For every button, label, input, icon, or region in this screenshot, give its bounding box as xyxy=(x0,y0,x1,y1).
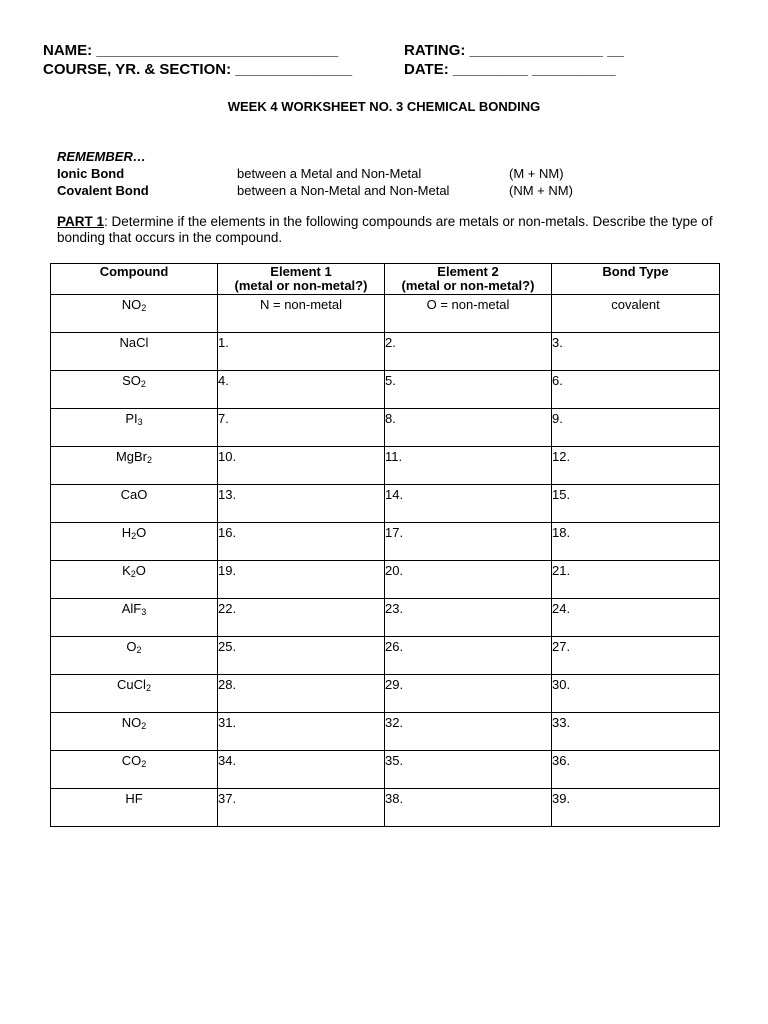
ionic-bond-description: between a Metal and Non-Metal xyxy=(237,166,422,181)
element2-answer-cell[interactable]: 29. xyxy=(385,675,552,713)
part1-label: PART 1 xyxy=(57,214,105,229)
formula-part: SO xyxy=(122,373,141,388)
compound-cell xyxy=(51,789,218,827)
formula-subscript: 2 xyxy=(141,759,147,769)
element2-answer-cell[interactable]: 17. xyxy=(385,523,552,561)
date-field-line[interactable]: DATE: _________ __________ xyxy=(404,61,616,78)
compound-cell xyxy=(51,447,218,485)
table-row xyxy=(51,371,720,409)
formula-part: CO xyxy=(121,753,142,768)
element2-answer-cell[interactable]: 8. xyxy=(385,409,552,447)
compound-cell xyxy=(51,409,218,447)
bond-type-answer-cell[interactable]: 30. xyxy=(552,675,720,713)
table-row xyxy=(51,751,720,789)
table-header-row xyxy=(51,264,720,295)
element1-header-title: Element 1 xyxy=(270,264,332,279)
compound-cell xyxy=(51,637,218,675)
formula-part: MgBr xyxy=(115,449,148,464)
bond-type-answer-cell[interactable]: 12. xyxy=(552,447,720,485)
formula-part: NO xyxy=(121,715,142,730)
compound-cell xyxy=(51,333,218,371)
bond-type-answer-cell[interactable]: 9. xyxy=(552,409,720,447)
ionic-bond-abbreviation: (M + NM) xyxy=(509,166,564,181)
bond-type-answer-cell[interactable]: 6. xyxy=(552,371,720,409)
bond-type-answer-cell[interactable]: 39. xyxy=(552,789,720,827)
formula-subscript: 2 xyxy=(141,721,147,731)
bonding-table xyxy=(50,263,720,827)
course-section-field-line[interactable]: COURSE, YR. & SECTION: ______________ xyxy=(43,61,353,78)
element1-answer-cell[interactable]: 16. xyxy=(218,523,385,561)
element2-header xyxy=(385,264,552,295)
formula-part: O xyxy=(126,639,137,654)
element1-answer-cell[interactable]: 1. xyxy=(218,333,385,371)
part1-text: : Determine if the elements in the following compounds are metals or non-metals. Describe the type of bonding that occurs in the compound. xyxy=(57,214,713,245)
formula-part: NaCl xyxy=(119,335,149,350)
element2-answer-cell[interactable]: 11. xyxy=(385,447,552,485)
element2-answer-cell[interactable]: 20. xyxy=(385,561,552,599)
element2-answer-cell[interactable]: 38. xyxy=(385,789,552,827)
bond-type-answer-cell[interactable]: 3. xyxy=(552,333,720,371)
formula-subscript: 2 xyxy=(136,645,142,655)
table-row xyxy=(51,409,720,447)
element1-answer-cell[interactable]: 13. xyxy=(218,485,385,523)
formula-part: O xyxy=(135,563,146,578)
element1-answer-cell[interactable]: 19. xyxy=(218,561,385,599)
formula-subscript: 2 xyxy=(141,303,147,313)
compound-cell xyxy=(51,485,218,523)
formula-subscript: 3 xyxy=(137,417,143,427)
table-row xyxy=(51,447,720,485)
table-row xyxy=(51,713,720,751)
element1-answer-cell[interactable]: 25. xyxy=(218,637,385,675)
table-row xyxy=(51,637,720,675)
formula-subscript: 3 xyxy=(141,607,147,617)
covalent-bond-term: Covalent Bond xyxy=(57,183,149,198)
bond-type-answer-cell[interactable]: 33. xyxy=(552,713,720,751)
element1-answer-cell[interactable]: 7. xyxy=(218,409,385,447)
element2-answer-cell[interactable]: 35. xyxy=(385,751,552,789)
element2-header-hint: (metal or non-metal?) xyxy=(401,278,535,293)
example-compound xyxy=(51,295,218,333)
table-row xyxy=(51,333,720,371)
table-row xyxy=(51,789,720,827)
table-row xyxy=(51,561,720,599)
covalent-bond-abbreviation: (NM + NM) xyxy=(509,183,573,198)
element1-answer-cell[interactable]: 22. xyxy=(218,599,385,637)
bond-type-answer-cell[interactable]: 21. xyxy=(552,561,720,599)
bond-type-answer-cell[interactable]: 15. xyxy=(552,485,720,523)
formula-subscript: 2 xyxy=(145,683,151,693)
compound-cell xyxy=(51,751,218,789)
bond-type-answer-cell[interactable]: 18. xyxy=(552,523,720,561)
compound-cell xyxy=(51,523,218,561)
rating-field-line[interactable]: RATING: ________________ __ xyxy=(404,42,624,59)
element1-answer-cell[interactable]: 31. xyxy=(218,713,385,751)
part1-instructions xyxy=(57,214,717,246)
compound-cell xyxy=(51,561,218,599)
element2-header-title: Element 2 xyxy=(437,264,499,279)
element1-answer-cell[interactable]: 4. xyxy=(218,371,385,409)
formula-part: NO xyxy=(121,297,142,312)
formula-part: CuCl xyxy=(117,677,146,692)
compound-cell xyxy=(51,599,218,637)
table-row xyxy=(51,485,720,523)
element2-answer-cell[interactable]: 26. xyxy=(385,637,552,675)
table-row xyxy=(51,599,720,637)
formula-part: K xyxy=(122,563,131,578)
element1-answer-cell[interactable]: 10. xyxy=(218,447,385,485)
bond-type-answer-cell[interactable]: 27. xyxy=(552,637,720,675)
compound-cell xyxy=(51,713,218,751)
bond-type-header: Bond Type xyxy=(552,264,720,295)
compound-cell xyxy=(51,675,218,713)
compound-header: Compound xyxy=(51,264,218,295)
example-row xyxy=(51,295,720,333)
table-row xyxy=(51,523,720,561)
formula-subscript: 2 xyxy=(140,379,146,389)
ionic-bond-term: Ionic Bond xyxy=(57,166,125,181)
compound-cell xyxy=(51,371,218,409)
element2-answer-cell[interactable]: 23. xyxy=(385,599,552,637)
example-element2: O = non-metal xyxy=(385,295,552,333)
worksheet-title: WEEK 4 WORKSHEET NO. 3 CHEMICAL BONDING xyxy=(227,99,541,114)
element1-answer-cell[interactable]: 37. xyxy=(218,789,385,827)
formula-subscript: 2 xyxy=(147,455,153,465)
element1-answer-cell[interactable]: 28. xyxy=(218,675,385,713)
table-row xyxy=(51,675,720,713)
formula-subscript: 2 xyxy=(130,569,136,579)
example-bond-type: covalent xyxy=(552,295,720,333)
formula-part: PI xyxy=(125,411,138,426)
formula-part: CaO xyxy=(120,487,148,502)
covalent-bond-description: between a Non-Metal and Non-Metal xyxy=(237,183,450,198)
bond-type-answer-cell[interactable]: 36. xyxy=(552,751,720,789)
name-field-line[interactable]: NAME: _____________________________ xyxy=(43,42,339,59)
formula-part: HF xyxy=(125,791,143,806)
formula-part: O xyxy=(136,525,147,540)
bond-type-answer-cell[interactable]: 24. xyxy=(552,599,720,637)
remember-heading: REMEMBER… xyxy=(57,149,146,164)
example-element1: N = non-metal xyxy=(218,295,385,333)
element1-header-hint: (metal or non-metal?) xyxy=(234,278,368,293)
formula-part: H xyxy=(121,525,132,540)
formula-part: AlF xyxy=(121,601,142,616)
element2-answer-cell[interactable]: 32. xyxy=(385,713,552,751)
element1-header xyxy=(218,264,385,295)
formula-subscript: 2 xyxy=(131,531,137,541)
element1-answer-cell[interactable]: 34. xyxy=(218,751,385,789)
element2-answer-cell[interactable]: 5. xyxy=(385,371,552,409)
element2-answer-cell[interactable]: 2. xyxy=(385,333,552,371)
element2-answer-cell[interactable]: 14. xyxy=(385,485,552,523)
